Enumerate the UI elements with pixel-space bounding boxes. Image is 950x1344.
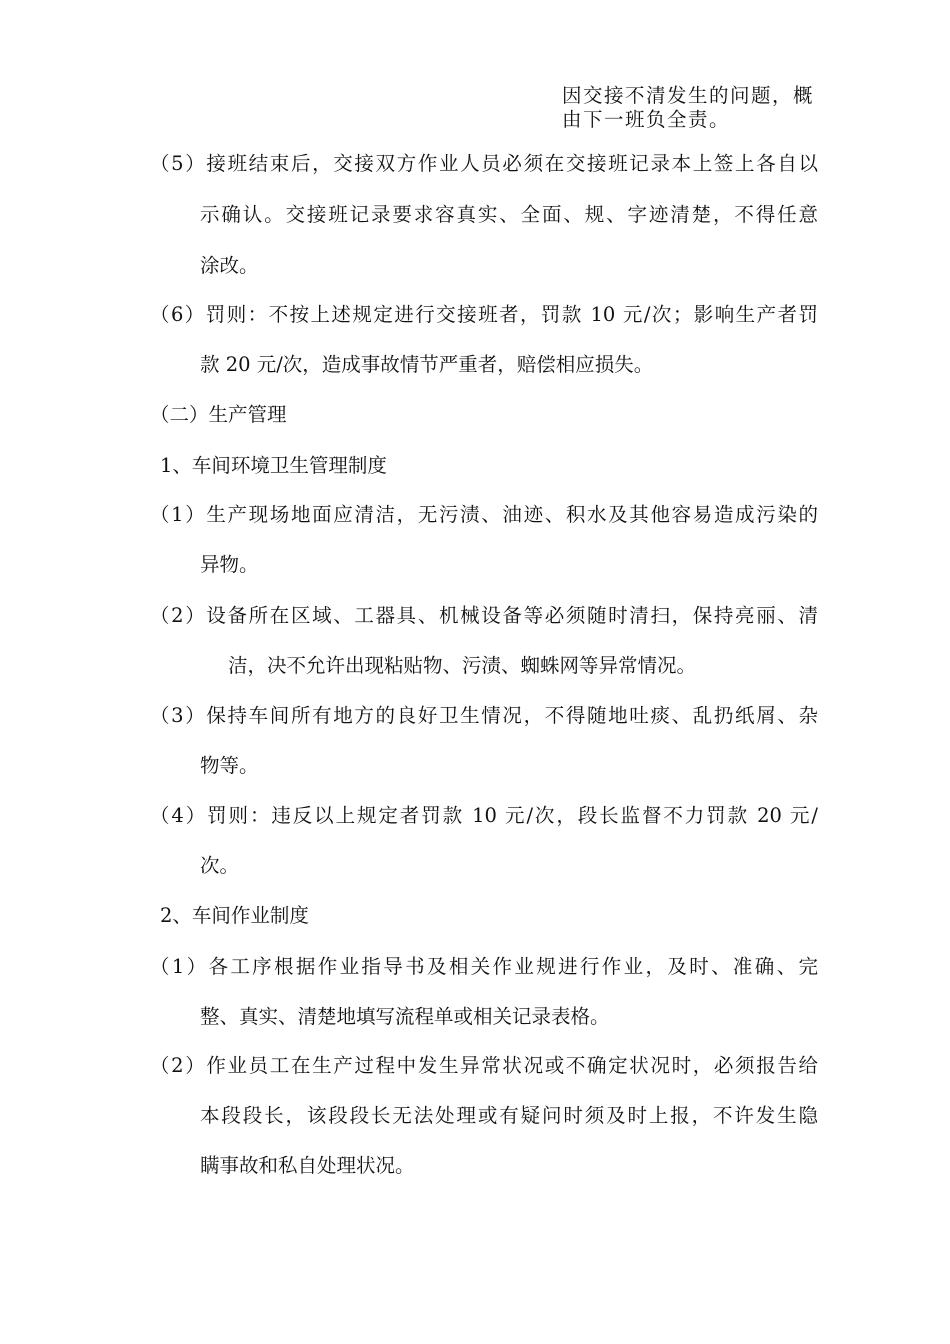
env-item-1-line-1: （1）生产现场地面应清洁，无污渍、油迹、积水及其他容易造成污染的 [150, 503, 818, 526]
item-5-line-3: 涂改。 [200, 254, 259, 277]
work-item-1-line-1: （1）各工序根据作业指导书及相关作业规进行作业，及时、准确、完 [150, 955, 818, 978]
env-item-1-line-2: 异物。 [200, 553, 259, 576]
section-heading: （二）生产管理 [150, 403, 287, 426]
note-line-1: 因交接不清发生的问题，概 [562, 84, 815, 107]
note-line-2: 由下一班负全责。 [562, 108, 731, 131]
work-item-1-line-2: 整、真实、清楚地填写流程单或相关记录表格。 [200, 1005, 610, 1028]
subsection-heading-1: 1、车间环境卫生管理制度 [160, 454, 387, 477]
work-item-2-line-1: （2）作业员工在生产过程中发生异常状况或不确定状况时，必须报告给 [150, 1054, 818, 1077]
item-5-line-1: （5）接班结束后，交接双方作业人员必须在交接班记录本上签上各自以 [150, 152, 818, 175]
env-item-3-line-2: 物等。 [200, 754, 259, 777]
item-5-line-2: 示确认。交接班记录要求容真实、全面、规、字迹清楚，不得任意 [200, 203, 818, 226]
work-item-2-line-2: 本段段长，该段段长无法处理或有疑问时须及时上报，不许发生隐 [200, 1104, 818, 1127]
env-item-2-line-2: 洁，决不允许出现粘贴物、污渍、蜘蛛网等异常情况。 [228, 654, 697, 677]
item-6-line-2: 款 20 元/次，造成事故情节严重者，赔偿相应损失。 [200, 353, 654, 376]
env-item-3-line-1: （3）保持车间所有地方的良好卫生情况，不得随地吐痰、乱扔纸屑、杂 [150, 704, 818, 727]
work-item-2-line-3: 瞒事故和私自处理状况。 [200, 1154, 415, 1177]
env-item-4-line-1: （4）罚则：违反以上规定者罚款 10 元/次，段长监督不力罚款 20 元/ [150, 804, 818, 827]
env-item-2-line-1: （2）设备所在区域、工器具、机械设备等必须随时清扫，保持亮丽、清 [150, 604, 818, 627]
subsection-heading-2: 2、车间作业制度 [160, 904, 309, 927]
item-6-line-1: （6）罚则：不按上述规定进行交接班者，罚款 10 元/次；影响生产者罚 [150, 303, 818, 326]
env-item-4-line-2: 次。 [200, 854, 240, 877]
